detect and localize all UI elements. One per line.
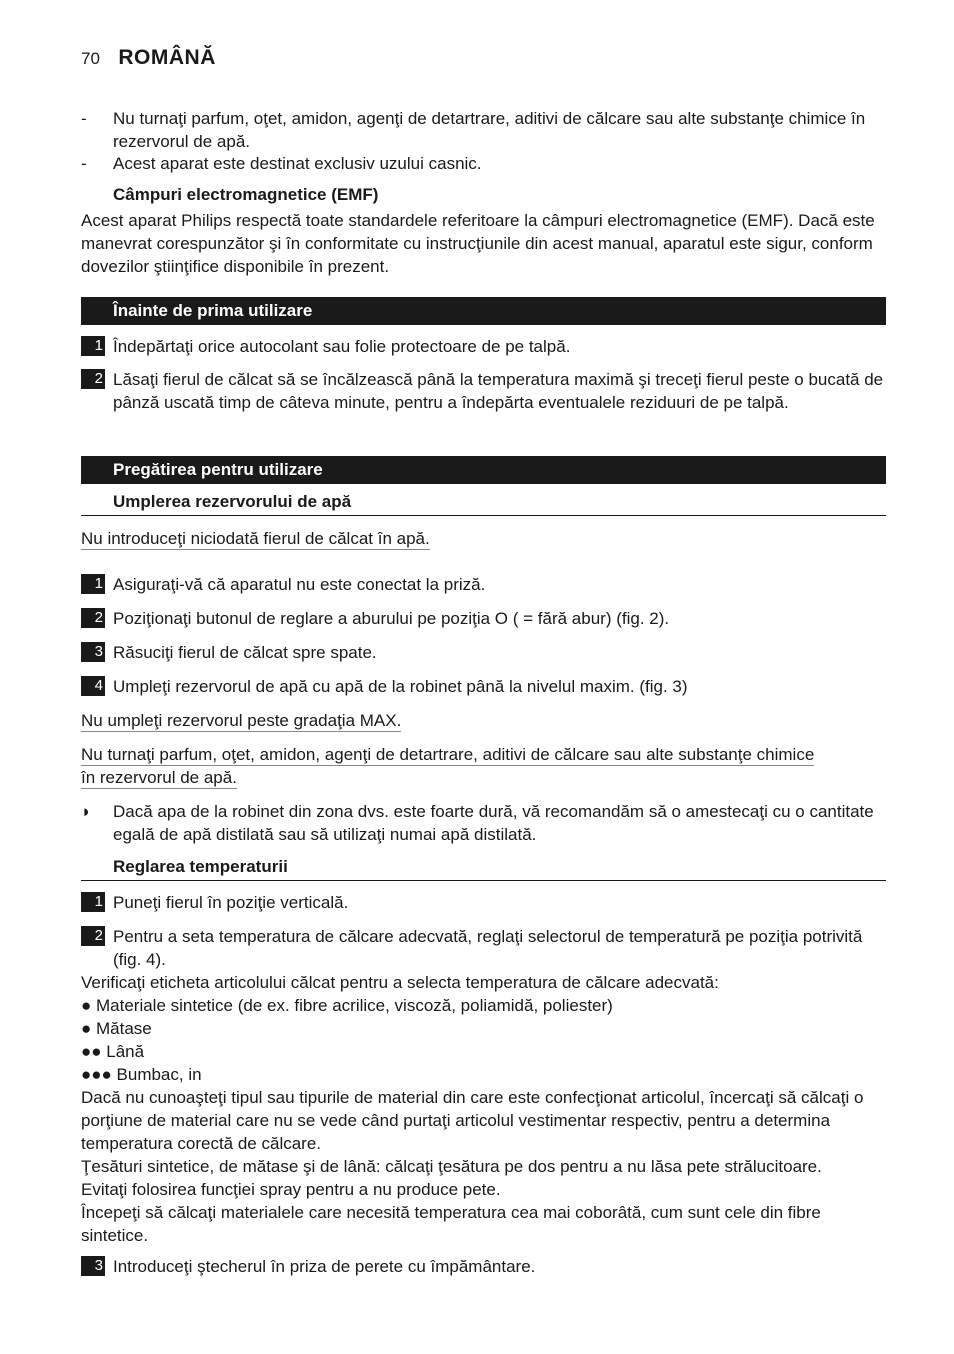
language-title: ROMÂNĂ [118, 46, 216, 69]
tip-item: ◗ Dacă apa de la robinet din zona dvs. este foarte dură, vă recomandăm să o amestecaţi cu o cantitate egală de apă distilată sau să utilizaţi numai apă distilată. [81, 802, 874, 844]
step-item: 1 Îndepărtaţi orice autocolant sau folie protectoare de pe talpă. [81, 335, 886, 358]
step-item: 1 Asiguraţi-vă că aparatul nu este conectat la priză. [81, 573, 886, 596]
page-number: 70 [81, 49, 100, 68]
step-number: 1 [81, 574, 105, 594]
step-number: 1 [81, 892, 105, 912]
tip-marker-icon: ◗ [81, 802, 92, 821]
section-bar-preparing: Pregătirea pentru utilizare [81, 456, 886, 484]
step-item: 3 Introduceţi ştecherul în priza de perete cu împământare. [81, 1255, 886, 1278]
temperature-info: Verificaţi eticheta articolului călcat pentru a selecta temperatura de călcare adecvată: ● Materiale sintetice (de ex. fibre acrilice, viscoză, poliamidă, poliester) ● Mătase ●● Lână ●●● Bumbac, in Dacă nu cunoaşteţi tipul sau tipurile de material din care este confecţionat articolul, încercaţi să călcaţi o porţiune de material care nu se vede când purtaţi articolul vestimentar respectiv, pentru a determina temperatura corectă de călcare. Ţesături sintetice, de mătase şi de lână: călcaţi ţesătura pe dos pentru a nu lăsa pete strălucitoare. Evitaţi folosirea funcţiei spray pentru a nu produce pete. Începeţi să călcaţi materialele care necesită temperatura cea mai coborâtă, cum sunt cele din fibre sintetice. [81, 973, 864, 1245]
step-number: 1 [81, 336, 105, 356]
temperature-heading: Reglarea temperaturii [81, 857, 886, 881]
step-item: 2 Lăsaţi fierul de călcat să se încălzească până la temperatura maximă şi treceţi fierul peste o bucată de pânză uscată timp de câteva minute, pentru a îndepărta eventualele reziduuri de pe talpă. [81, 368, 886, 414]
step-number: 3 [81, 642, 105, 662]
step-item: 4 Umpleţi rezervorul de apă cu apă de la robinet până la nivelul maxim. (fig. 3) [81, 675, 886, 698]
step-number: 2 [81, 608, 105, 628]
step-item: 3 Răsuciţi fierul de călcat spre spate. [81, 641, 886, 664]
warning-never-immerse: Nu introduceţi niciodată fierul de călcat în apă. [81, 529, 430, 548]
caution-chemicals: Nu turnaţi parfum, oţet, amidon, agenţi de detartrare, aditivi de călcare sau alte substanţe chimice în rezervorul de apă. [81, 745, 815, 787]
page-header [81, 46, 216, 70]
emf-text: Acest aparat Philips respectă toate standardele referitoare la câmpuri electromagnetice (EMF). Dacă este manevrat corespunzător şi în conformitate cu instrucţiunile din acest manual, aparatul este sigur, conform dovezilor ştiinţifice disponibile în prezent. [81, 211, 875, 276]
emf-heading: Câmpuri electromagnetice (EMF) [113, 185, 379, 204]
step-item: 1 Puneţi fierul în poziţie verticală. [81, 891, 886, 914]
step-number: 2 [81, 369, 105, 389]
step-number: 4 [81, 676, 105, 696]
step-number: 2 [81, 926, 105, 946]
list-item: - Nu turnaţi parfum, oţet, amidon, agenţi de detartrare, aditivi de călcare sau alte substanţe chimice în rezervorul de apă. [81, 109, 866, 151]
step-item: 2 Pentru a seta temperatura de călcare adecvată, reglaţi selectorul de temperatură pe poziţia potrivită (fig. 4). [81, 925, 886, 971]
list-item: - Acest aparat este destinat exclusiv uzului casnic. [81, 154, 482, 173]
filling-heading: Umplerea rezervorului de apă [81, 492, 886, 516]
step-item: 2 Poziţionaţi butonul de reglare a aburului pe poziţia O ( = fără abur) (fig. 2). [81, 607, 886, 630]
section-bar-before-first-use: Înainte de prima utilizare [81, 297, 886, 325]
step-number: 3 [81, 1256, 105, 1276]
caution-max: Nu umpleţi rezervorul peste gradaţia MAX. [81, 711, 402, 730]
